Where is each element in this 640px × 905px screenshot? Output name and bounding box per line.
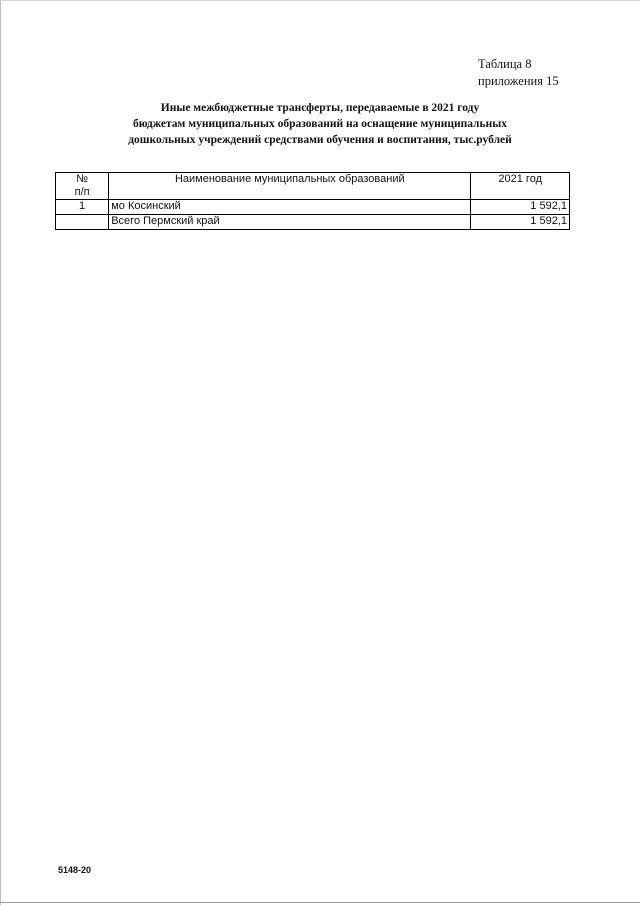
header-number-line-1: №	[76, 173, 89, 185]
header-number	[56, 173, 109, 200]
header-year: 2021 год	[471, 173, 570, 200]
total-value: 1 592,1	[471, 215, 570, 230]
total-label: Всего Пермский край	[109, 215, 471, 230]
header-number-line-2: п/п	[74, 186, 90, 198]
row-value: 1 592,1	[471, 200, 570, 215]
title-line-1: Иные межбюджетные трансферты, передаваемые в 2021 году	[160, 102, 480, 114]
table-header-row	[56, 173, 570, 200]
scan-edge-left	[0, 0, 1, 905]
document-title	[60, 100, 580, 148]
scan-edge-bottom	[0, 902, 640, 903]
reference-appendix-number: приложения 15	[478, 74, 559, 88]
scan-edge-top	[0, 0, 640, 1]
row-municipality: мо Косинский	[109, 200, 471, 215]
title-line-2: бюджетам муниципальных образований на оснащение муниципальных	[133, 118, 507, 130]
total-number-cell	[56, 215, 109, 230]
document-code: 5148-20	[58, 865, 92, 875]
row-number: 1	[56, 200, 109, 215]
title-line-3: дошкольных учреждений средствами обучения и воспитания, тыс.рублей	[128, 134, 512, 146]
table-total-row	[56, 215, 570, 230]
table-row	[56, 200, 570, 215]
header-name: Наименование муниципальных образований	[109, 173, 471, 200]
transfers-table	[55, 172, 570, 230]
table-reference	[478, 56, 559, 90]
reference-table-number: Таблица 8	[478, 57, 532, 71]
